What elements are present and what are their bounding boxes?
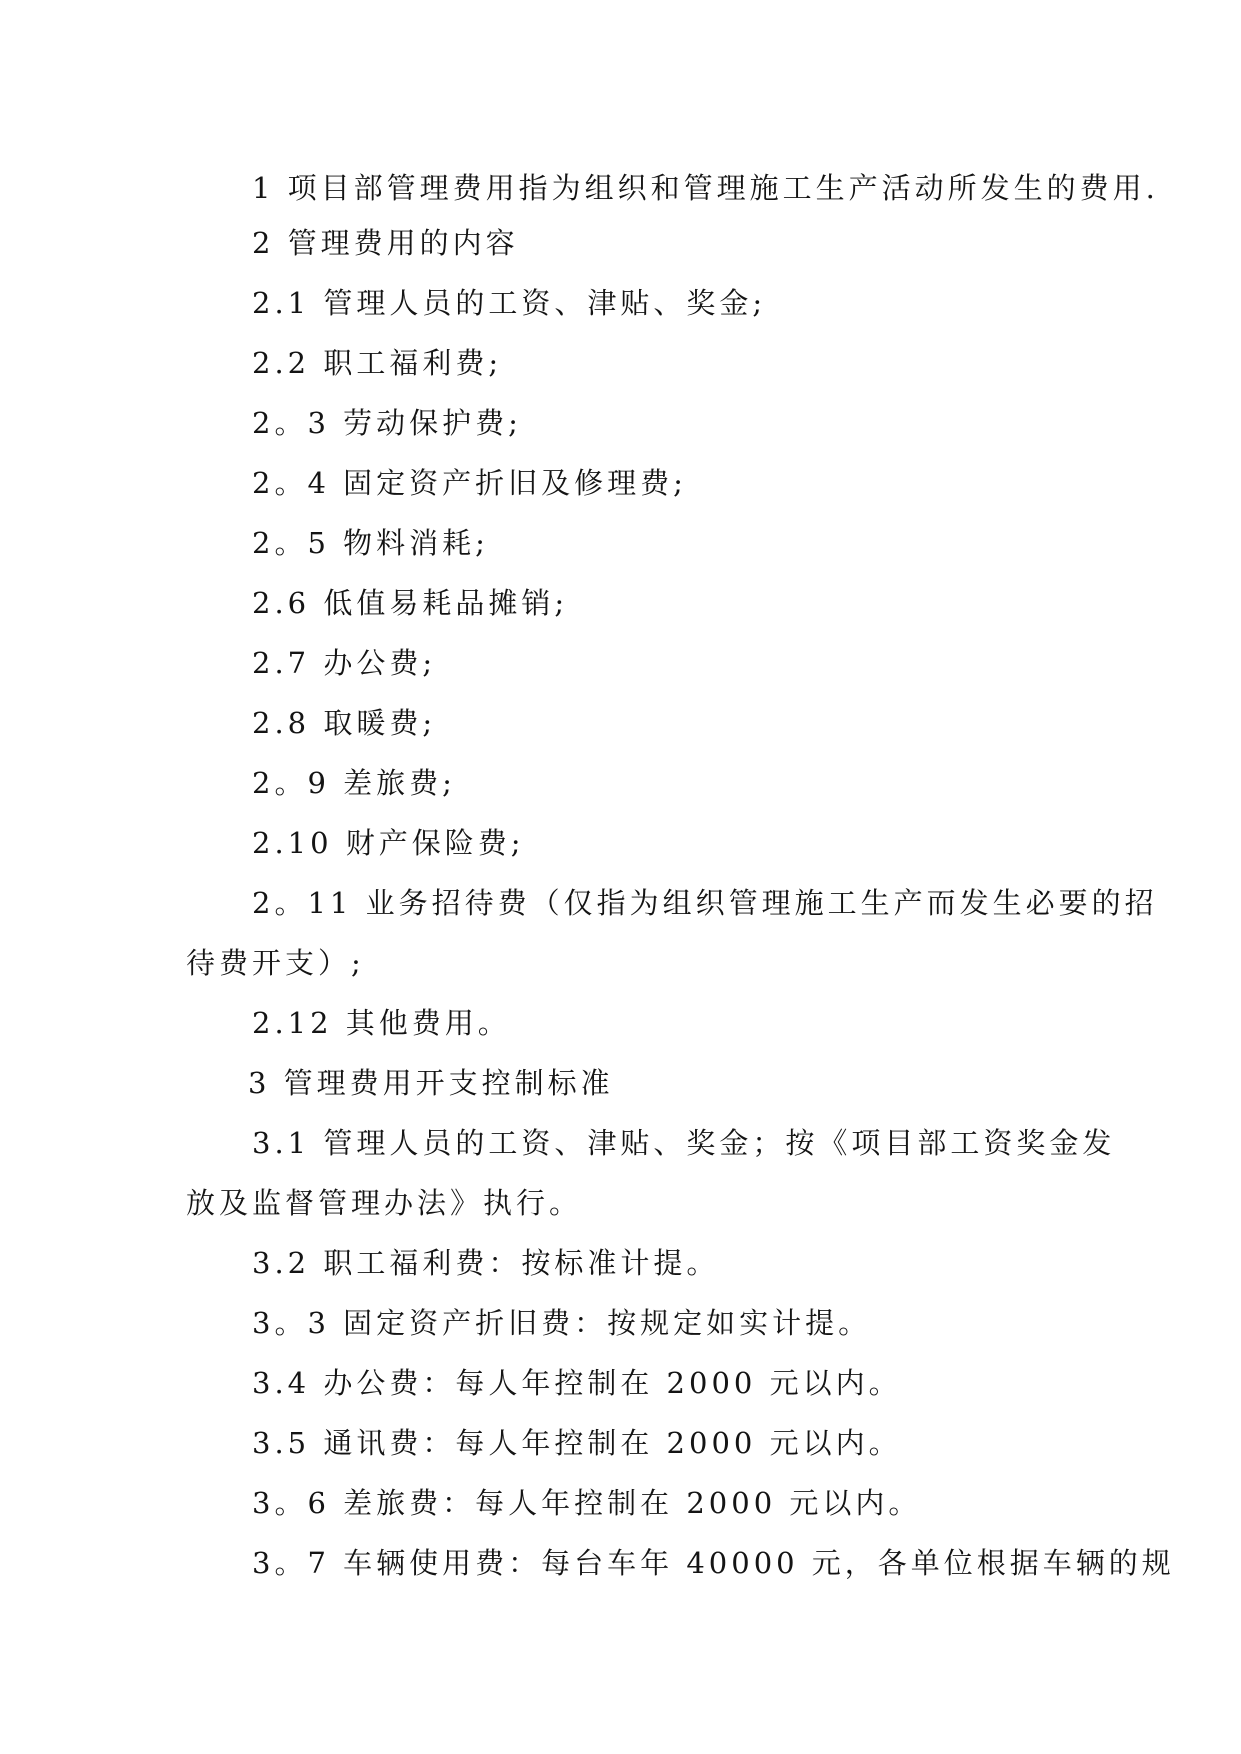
- item-3-2: 3.2 职工福利费：按标准计提。: [252, 1246, 720, 1280]
- item-3-3: 3。3 固定资产折旧费：按规定如实计提。: [252, 1306, 872, 1340]
- item-2-7: 2.7 办公费;: [252, 646, 437, 680]
- section-3-heading: 3 管理费用开支控制标准: [248, 1066, 614, 1100]
- item-3-6: 3。6 差旅费：每人年控制在 2000 元以内。: [252, 1486, 922, 1520]
- item-2-9: 2。9 差旅费;: [252, 766, 456, 800]
- item-2-11: 2。11 业务招待费（仅指为组织管理施工生产而发生必要的招: [252, 886, 1158, 920]
- item-2-11-continued: 待费开支）;: [186, 946, 365, 980]
- item-2-5: 2。5 物料消耗;: [252, 526, 489, 560]
- section-2-heading: 2 管理费用的内容: [252, 226, 519, 260]
- item-2-12: 2.12 其他费用。: [252, 1006, 511, 1040]
- item-2-4: 2。4 固定资产折旧及修理费;: [252, 466, 687, 500]
- item-2-1: 2.1 管理人员的工资、津贴、奖金;: [252, 286, 767, 320]
- item-2-2: 2.2 职工福利费;: [252, 346, 503, 380]
- item-3-5: 3.5 通讯费：每人年控制在 2000 元以内。: [252, 1426, 902, 1460]
- item-3-4: 3.4 办公费：每人年控制在 2000 元以内。: [252, 1366, 902, 1400]
- item-2-3: 2。3 劳动保护费;: [252, 406, 522, 440]
- item-2-10: 2.10 财产保险费;: [252, 826, 525, 860]
- item-2-6: 2.6 低值易耗品摊销;: [252, 586, 569, 620]
- item-2-8: 2.8 取暖费;: [252, 706, 437, 740]
- item-3-1-continued: 放及监督管理办法》执行。: [186, 1186, 583, 1220]
- item-3-1: 3.1 管理人员的工资、津贴、奖金；按《项目部工资奖金发: [252, 1126, 1116, 1160]
- item-3-7: 3。7 车辆使用费：每台车年 40000 元，各单位根据车辆的规: [252, 1546, 1175, 1580]
- paragraph-1: 1 项目部管理费用指为组织和管理施工生产活动所发生的费用.: [252, 171, 1159, 205]
